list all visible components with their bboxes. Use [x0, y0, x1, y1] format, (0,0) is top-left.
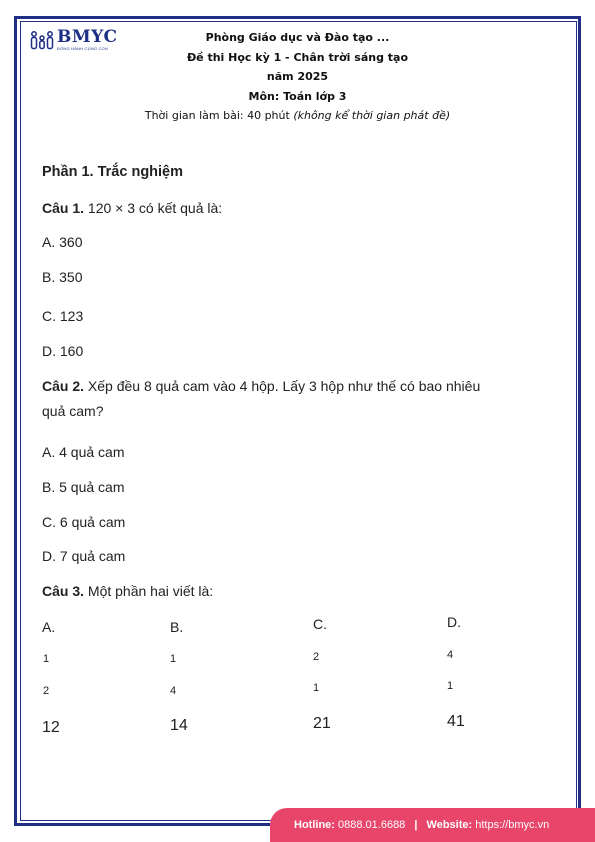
header-duration-note: (không kể thời gian phát đề)	[293, 109, 451, 122]
q3-option-a	[42, 619, 55, 635]
q3-option-c	[313, 616, 327, 632]
page-border-inner	[20, 21, 577, 821]
q3-c-combined: 21	[313, 715, 331, 732]
q3-b-den: 4	[170, 685, 177, 697]
q3-option-b	[170, 619, 183, 635]
header-duration: Thời gian làm bài: 40 phút (không kể thời gian phát đề)	[144, 109, 451, 122]
q3-c-letter: C.	[313, 616, 327, 632]
q1-option-b: B. 350	[42, 269, 83, 285]
q2-option-c: C. 6 quả cam	[42, 514, 126, 530]
q3-a-den: 2	[43, 685, 50, 697]
q3-d-den: 1	[447, 680, 454, 692]
q1-option-a: A. 360	[42, 234, 83, 250]
q3-a-num: 1	[43, 653, 50, 665]
header-exam-title: Đề thi Học kỳ 1 - Chân trời sáng tạo	[186, 50, 409, 64]
section-title: Phần 1. Trắc nghiệm	[42, 164, 184, 180]
q2-option-b: B. 5 quả cam	[42, 479, 125, 495]
q3-d-combined: 41	[447, 713, 465, 730]
q3-b-combined: 14	[170, 717, 188, 734]
q3-d-num: 4	[447, 649, 454, 661]
q3-d-letter: D.	[447, 614, 461, 630]
header-subject: Môn: Toán lớp 3	[248, 89, 347, 103]
header-year: năm 2025	[266, 70, 329, 83]
q3-c-num: 2	[313, 651, 320, 663]
q1-option-c: C. 123	[42, 308, 84, 324]
logo-tagline: ĐỒNG HÀNH CÙNG CON	[57, 46, 108, 51]
q3-b-letter: B.	[170, 619, 184, 635]
hotline-number[interactable]: 0888.01.6688	[338, 819, 406, 831]
q1-option-d: D. 160	[42, 343, 84, 359]
q3-b-num: 1	[170, 653, 177, 665]
q2-option-a: A. 4 quả cam	[42, 444, 125, 460]
footer-contact-bar	[270, 808, 595, 842]
q3-c-den: 1	[313, 682, 320, 694]
header-department: Phòng Giáo dục và Đào tạo ...	[205, 31, 390, 44]
hotline-label: Hotline:	[294, 819, 335, 831]
logo-name: BMYC	[57, 27, 118, 47]
footer-separator: |	[414, 819, 418, 831]
exam-header	[0, 28, 595, 126]
q3-a-letter: A.	[42, 619, 56, 635]
question-1: Câu 1. 120 × 3 có kết quả là:	[42, 200, 223, 216]
website-link[interactable]: https://bmyc.vn	[475, 819, 550, 831]
q3-a-combined: 12	[42, 719, 60, 736]
q3-option-d	[447, 614, 461, 630]
question-2: Câu 2. Xếp đều 8 quả cam vào 4 hộp. Lấy 3 hộp như thế có bao nhiêu	[42, 378, 481, 394]
question-3: Câu 3. Một phần hai viết là:	[42, 583, 214, 599]
q2-option-d: D. 7 quả cam	[42, 548, 126, 564]
question-2-line2: quả cam?	[42, 403, 104, 419]
website-label: Website:	[426, 819, 473, 831]
